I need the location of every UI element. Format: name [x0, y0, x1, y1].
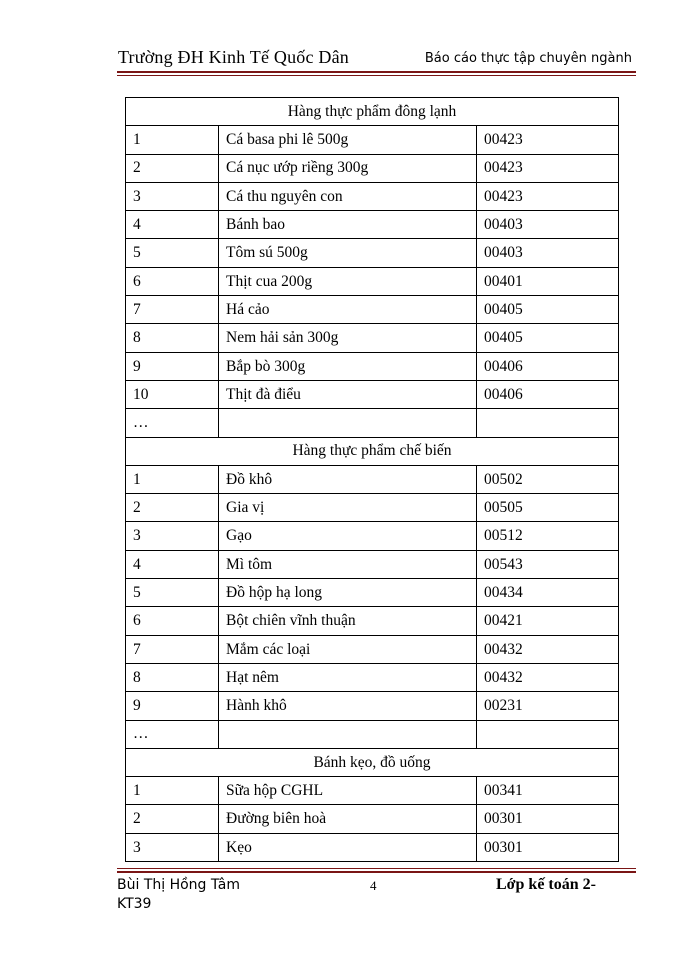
section-title: Bánh kẹo, đồ uống — [126, 748, 619, 776]
table-row — [126, 296, 619, 324]
row-number: 6 — [126, 607, 219, 635]
row-number: 8 — [126, 663, 219, 691]
product-name: Bánh bao — [219, 211, 477, 239]
product-code: 00543 — [477, 550, 619, 578]
product-name: Cá nục ướp riềng 300g — [219, 154, 477, 182]
product-code: 00432 — [477, 635, 619, 663]
table-row — [126, 663, 619, 691]
row-number: 1 — [126, 126, 219, 154]
row-number: 7 — [126, 296, 219, 324]
author-name-line2: KT39 — [117, 896, 152, 912]
product-name: Bột chiên vĩnh thuận — [219, 607, 477, 635]
product-name: Hành khô — [219, 692, 477, 720]
author-name-line1: Bùi Thị Hồng Tâm — [117, 877, 241, 893]
report-title: Báo cáo thực tập chuyên ngành — [424, 51, 632, 66]
product-code: 00502 — [477, 465, 619, 493]
row-number: 3 — [126, 522, 219, 550]
table-row — [126, 211, 619, 239]
product-name — [219, 409, 477, 437]
product-code: 00405 — [477, 324, 619, 352]
product-name: Hạt nêm — [219, 663, 477, 691]
page-number: 4 — [370, 878, 377, 893]
row-number: 9 — [126, 352, 219, 380]
product-code: 00423 — [477, 154, 619, 182]
product-name: Gia vị — [219, 494, 477, 522]
university-name: Trường ĐH Kinh Tế Quốc Dân — [118, 47, 349, 67]
product-name: Thịt cua 200g — [219, 267, 477, 295]
footer-rule-bottom — [117, 871, 636, 873]
product-code: 00231 — [477, 692, 619, 720]
row-number: 5 — [126, 579, 219, 607]
section-title: Hàng thực phẩm đông lạnh — [126, 98, 619, 126]
section-title: Hàng thực phẩm chế biến — [126, 437, 619, 465]
row-number: 2 — [126, 494, 219, 522]
row-number: 1 — [126, 777, 219, 805]
table-row — [126, 833, 619, 861]
product-code: 00403 — [477, 239, 619, 267]
table-row — [126, 154, 619, 182]
product-code: 00403 — [477, 211, 619, 239]
header-rule-top — [117, 71, 636, 73]
product-name: Đường biên hoà — [219, 805, 477, 833]
row-number: 1 — [126, 465, 219, 493]
product-code: 00301 — [477, 805, 619, 833]
product-code: 00405 — [477, 296, 619, 324]
product-code — [477, 720, 619, 748]
section-header-row — [126, 437, 619, 465]
row-number: 2 — [126, 154, 219, 182]
page-header — [118, 47, 632, 69]
section-header-row — [126, 98, 619, 126]
product-name: Thịt đà điểu — [219, 380, 477, 408]
product-code: 00401 — [477, 267, 619, 295]
product-name: Nem hải sản 300g — [219, 324, 477, 352]
product-code-table — [125, 97, 619, 862]
product-code: 00434 — [477, 579, 619, 607]
table-row — [126, 720, 619, 748]
row-number: 10 — [126, 380, 219, 408]
product-code: 00512 — [477, 522, 619, 550]
row-number: 6 — [126, 267, 219, 295]
table-row — [126, 805, 619, 833]
product-name: Sữa hộp CGHL — [219, 777, 477, 805]
table-row — [126, 380, 619, 408]
product-name: Bắp bò 300g — [219, 352, 477, 380]
product-name: Há cảo — [219, 296, 477, 324]
table-row — [126, 522, 619, 550]
table-row — [126, 550, 619, 578]
table-row — [126, 352, 619, 380]
product-code: 00505 — [477, 494, 619, 522]
table-row — [126, 777, 619, 805]
row-number: 3 — [126, 833, 219, 861]
row-number: … — [126, 409, 219, 437]
product-code: 00341 — [477, 777, 619, 805]
author-name — [117, 876, 240, 914]
table-row — [126, 465, 619, 493]
product-name — [219, 720, 477, 748]
table-row — [126, 182, 619, 210]
row-number: … — [126, 720, 219, 748]
product-name: Gạo — [219, 522, 477, 550]
row-number: 3 — [126, 182, 219, 210]
product-name: Kẹo — [219, 833, 477, 861]
row-number: 7 — [126, 635, 219, 663]
product-code: 00421 — [477, 607, 619, 635]
footer-rule-top — [117, 868, 636, 869]
product-name: Cá basa phi lê 500g — [219, 126, 477, 154]
product-name: Đồ khô — [219, 465, 477, 493]
header-rule-bottom — [117, 75, 636, 76]
row-number: 2 — [126, 805, 219, 833]
table-row — [126, 579, 619, 607]
table-row — [126, 267, 619, 295]
product-code: 00301 — [477, 833, 619, 861]
product-name: Mì tôm — [219, 550, 477, 578]
row-number: 4 — [126, 211, 219, 239]
product-code: 00406 — [477, 380, 619, 408]
table-row — [126, 239, 619, 267]
product-code: 00406 — [477, 352, 619, 380]
section-header-row — [126, 748, 619, 776]
product-code: 00423 — [477, 182, 619, 210]
product-code: 00432 — [477, 663, 619, 691]
table-row — [126, 409, 619, 437]
table-row — [126, 607, 619, 635]
row-number: 5 — [126, 239, 219, 267]
table-row — [126, 494, 619, 522]
table-row — [126, 324, 619, 352]
table-body — [126, 98, 619, 862]
product-name: Cá thu nguyên con — [219, 182, 477, 210]
class-label: Lớp kế toán 2- — [496, 876, 596, 893]
product-code: 00423 — [477, 126, 619, 154]
product-name: Mắm các loại — [219, 635, 477, 663]
row-number: 4 — [126, 550, 219, 578]
table-row — [126, 126, 619, 154]
product-name: Đồ hộp hạ long — [219, 579, 477, 607]
table-row — [126, 635, 619, 663]
row-number: 9 — [126, 692, 219, 720]
table-row — [126, 692, 619, 720]
product-code — [477, 409, 619, 437]
row-number: 8 — [126, 324, 219, 352]
product-name: Tôm sú 500g — [219, 239, 477, 267]
